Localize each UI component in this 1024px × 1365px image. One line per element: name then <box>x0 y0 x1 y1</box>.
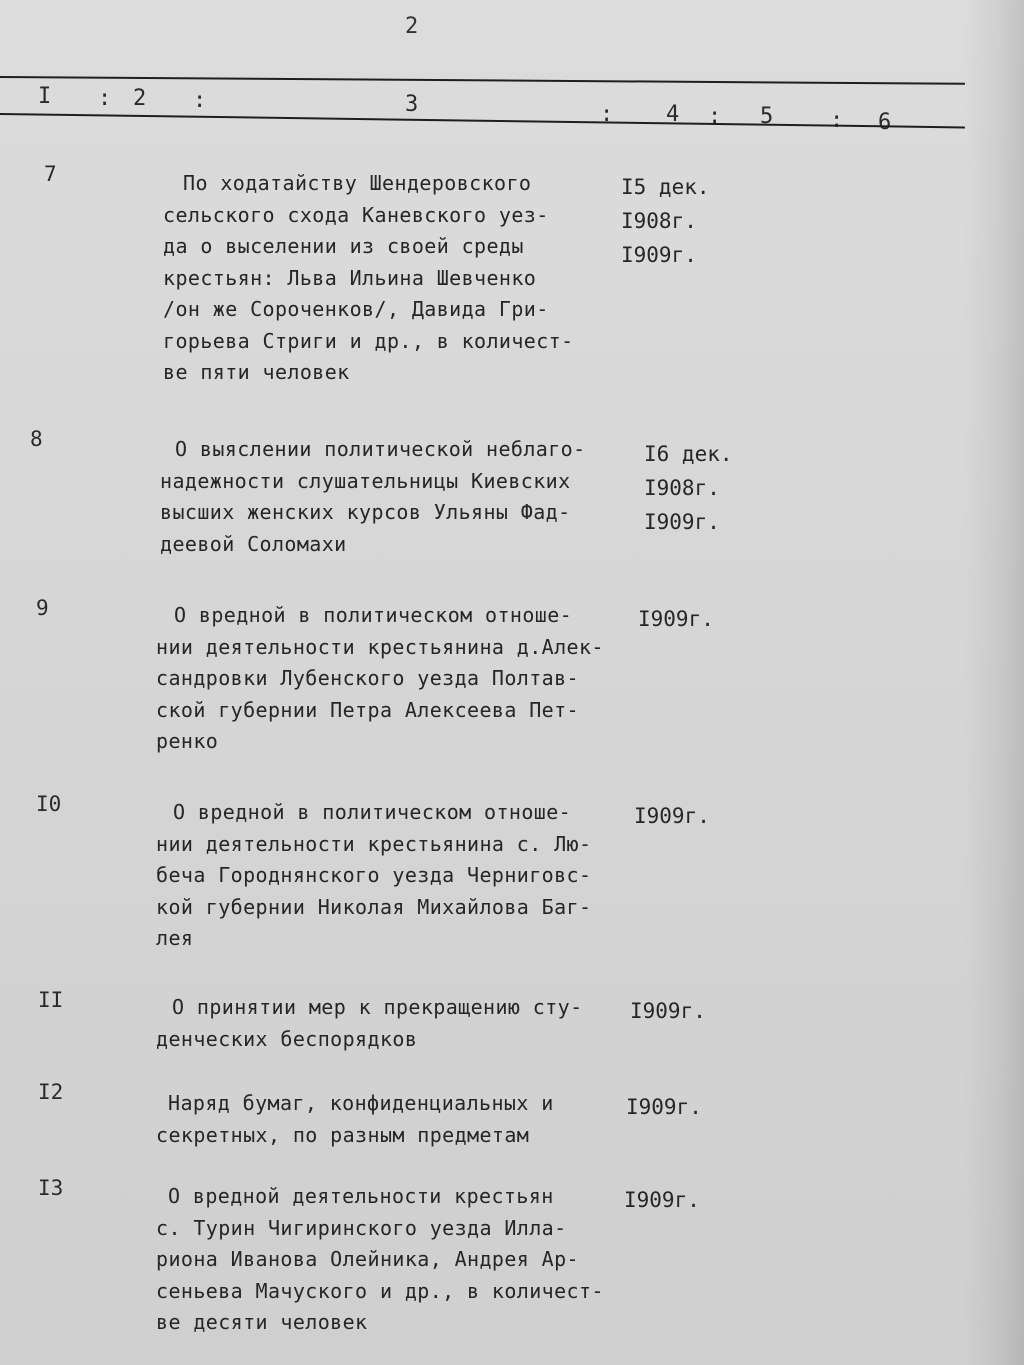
title-line: риона Иванова Олейника, Андрея Ар- <box>156 1247 579 1271</box>
title-line: ве пяти человек <box>163 360 350 384</box>
row-title <box>156 992 583 1055</box>
date-line: I908г. <box>644 476 720 500</box>
date-line: I6 дек. <box>644 442 733 466</box>
date-line: I909г. <box>634 804 710 828</box>
col-separator: : <box>600 102 614 127</box>
row-title <box>160 434 586 560</box>
row-number: 7 <box>44 162 57 186</box>
title-line: да о выселении из своей среды <box>163 234 524 258</box>
col-head-2: 2 <box>133 86 147 111</box>
row-title <box>156 600 604 758</box>
col-head-1: I <box>38 84 52 109</box>
title-line: секретных, по разным предметам <box>156 1122 530 1147</box>
title-line: /он же Сороченков/, Давида Гри- <box>163 297 549 321</box>
date-line: I909г. <box>630 999 706 1023</box>
row-number: II <box>38 988 64 1012</box>
title-line: сандровки Лубенского уезда Полтав- <box>156 666 579 690</box>
title-line: нии деятельности крестьянина д.Алек- <box>156 634 604 659</box>
title-line: сельского схода Каневского уез- <box>163 202 549 227</box>
title-line: нии деятельности крестьянина с. Лю- <box>156 831 592 856</box>
title-line: с. Турин Чигиринского уезда Илла- <box>156 1215 567 1240</box>
title-line: крестьян: Льва Ильина Шевченко <box>163 265 537 290</box>
title-line: О вредной в политическом отноше- <box>173 800 572 824</box>
title-line: По ходатайству Шендеровского <box>183 171 532 195</box>
row-number: I2 <box>38 1080 64 1104</box>
row-dates <box>630 994 706 1028</box>
date-line: I908г. <box>621 209 697 233</box>
title-line: лея <box>156 926 194 950</box>
page-number: 2 <box>405 14 419 39</box>
row-dates <box>638 602 714 636</box>
title-line: ренко <box>156 729 219 753</box>
date-line: I909г. <box>626 1095 702 1119</box>
title-line: ской губернии Петра Алексеева Пет- <box>156 697 579 722</box>
row-title <box>156 797 591 955</box>
title-line: сеньева Мачуского и др., в количест- <box>156 1278 604 1303</box>
title-line: горьева Стриги и др., в количест- <box>163 328 574 353</box>
col-separator: : <box>708 104 722 129</box>
title-line: денческих беспорядков <box>156 1026 418 1051</box>
title-line: ве десяти человек <box>156 1310 368 1334</box>
col-head-3: 3 <box>405 92 419 117</box>
title-line: высших женских курсов Ульяны Фад- <box>160 500 571 524</box>
title-line: деевой Соломахи <box>160 531 347 556</box>
date-line: I909г. <box>621 243 697 267</box>
header-top-rule <box>0 76 965 85</box>
row-dates <box>626 1090 702 1124</box>
date-line: I909г. <box>638 607 714 631</box>
col-separator: : <box>193 88 207 113</box>
date-line: I909г. <box>644 510 720 534</box>
row-title <box>156 1181 604 1339</box>
header-bottom-rule <box>0 113 965 128</box>
title-line: О вредной деятельности крестьян <box>168 1184 554 1208</box>
row-dates <box>644 437 733 539</box>
date-line: I909г. <box>624 1188 700 1212</box>
title-line: О выяслении политической неблаго- <box>175 437 586 461</box>
title-line: О вредной в политическом отноше- <box>174 603 573 627</box>
title-line: беча Городнянского уезда Черниговс- <box>156 863 592 887</box>
col-head-5: 5 <box>760 104 774 129</box>
row-number: I0 <box>36 792 62 816</box>
row-number: I3 <box>38 1176 64 1200</box>
title-line: О принятии мер к прекращению сту- <box>172 995 583 1019</box>
row-title <box>156 1088 554 1151</box>
col-head-4: 4 <box>666 102 680 127</box>
page-edge-shadow <box>964 0 1024 1365</box>
title-line: Наряд бумаг, конфиденциальных и <box>168 1091 554 1115</box>
row-dates <box>634 799 710 833</box>
row-title <box>163 168 574 389</box>
col-separator: : <box>830 108 844 133</box>
row-dates <box>621 170 710 272</box>
title-line: надежности слушательницы Киевских <box>160 468 571 493</box>
col-separator: : <box>98 86 112 111</box>
title-line: кой губернии Николая Михайлова Баг- <box>156 894 592 919</box>
row-number: 9 <box>36 596 49 620</box>
row-dates <box>624 1183 700 1217</box>
col-head-6: 6 <box>878 110 892 135</box>
row-number: 8 <box>30 427 43 451</box>
date-line: I5 дек. <box>621 175 710 199</box>
